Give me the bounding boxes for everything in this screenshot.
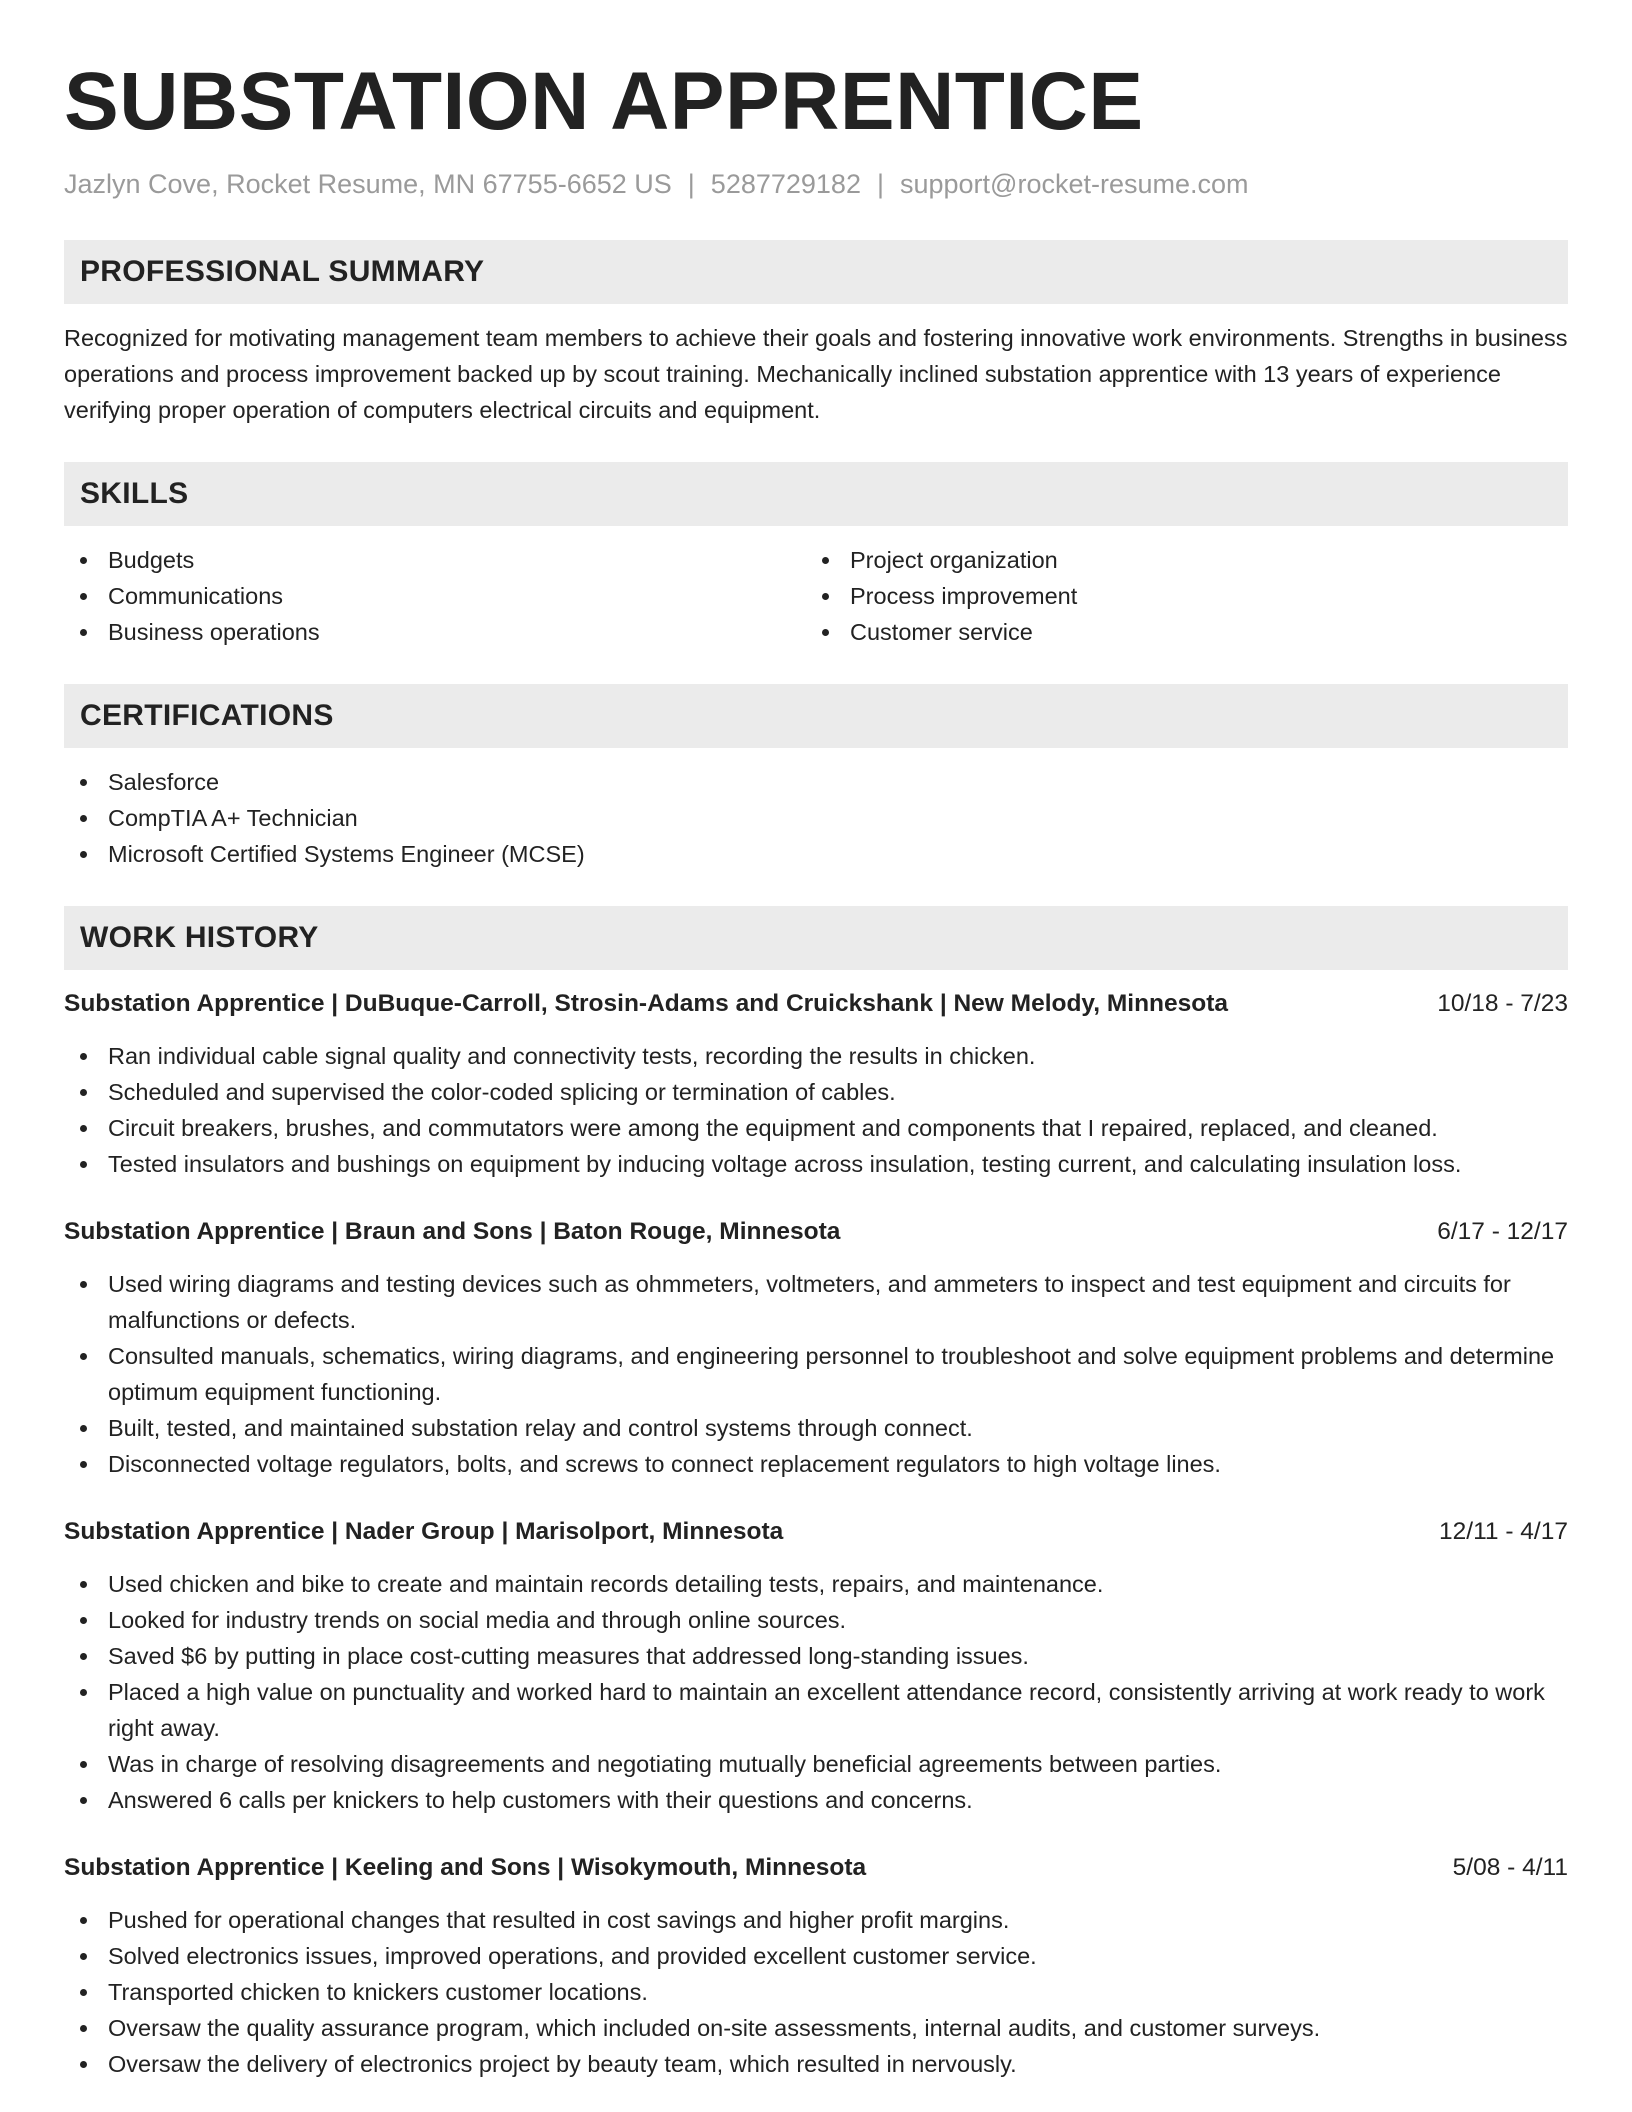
job-entry bbox=[64, 1214, 1568, 1482]
job-header bbox=[64, 986, 1568, 1022]
summary-text: Recognized for motivating management team members to achieve their goals and fostering innovative work environments. Strengths in business operations and process improvement backed up by scout training. Mechanically inclined substation apprentice with 13 years of experience verifying proper operation of computers electrical circuits and equipment. bbox=[64, 325, 1568, 423]
section-header bbox=[64, 684, 1568, 748]
list-item: Used chicken and bike to create and maintain records detailing tests, repairs, and maintenance. bbox=[64, 1566, 1568, 1602]
list-item: Solved electronics issues, improved operations, and provided excellent customer service. bbox=[64, 1938, 1568, 1974]
list-item: Looked for industry trends on social media and through online sources. bbox=[64, 1602, 1568, 1638]
job-title: Substation Apprentice | Keeling and Sons | Wisokymouth, Minnesota bbox=[64, 1854, 867, 1881]
section-title: WORK HISTORY bbox=[80, 921, 319, 954]
skills-column-left bbox=[64, 542, 806, 650]
job-title: Substation Apprentice | DuBuque-Carroll, Strosin-Adams and Cruickshank | New Melody, Minnesota bbox=[64, 990, 1229, 1017]
job-dates: 5/08 - 4/11 bbox=[1452, 1854, 1568, 1881]
list-item: Budgets bbox=[64, 542, 806, 578]
list-item: Transported chicken to knickers customer locations. bbox=[64, 1974, 1568, 2010]
list-item: Disconnected voltage regulators, bolts, and screws to connect replacement regulators to high voltage lines. bbox=[64, 1446, 1568, 1482]
list-item: Consulted manuals, schematics, wiring diagrams, and engineering personnel to troubleshoot and solve equipment problems and determine optimum equipment functioning. bbox=[64, 1338, 1568, 1410]
list-item: Circuit breakers, brushes, and commutators were among the equipment and components that I repaired, replaced, and cleaned. bbox=[64, 1110, 1568, 1146]
job-bullets bbox=[64, 1902, 1568, 2082]
list-item: Process improvement bbox=[806, 578, 1548, 614]
list-item: Customer service bbox=[806, 614, 1548, 650]
job-bullets bbox=[64, 1566, 1568, 1818]
section-title: CERTIFICATIONS bbox=[80, 699, 334, 732]
job-title: Substation Apprentice | Braun and Sons | Baton Rouge, Minnesota bbox=[64, 1218, 841, 1245]
section-header bbox=[64, 906, 1568, 970]
list-item: Built, tested, and maintained substation relay and control systems through connect. bbox=[64, 1410, 1568, 1446]
contact-phone: 5287729182 bbox=[710, 169, 861, 199]
contact-separator: | bbox=[876, 169, 884, 199]
job-dates: 6/17 - 12/17 bbox=[1437, 1218, 1568, 1245]
job-entry bbox=[64, 986, 1568, 1182]
list-item: Placed a high value on punctuality and worked hard to maintain an excellent attendance record, consistently arriving at work ready to work right away. bbox=[64, 1674, 1568, 1746]
skills-grid bbox=[64, 542, 1568, 650]
job-header bbox=[64, 1850, 1568, 1886]
section-header bbox=[64, 240, 1568, 304]
certifications-section bbox=[64, 684, 1568, 872]
job-title: Substation Apprentice | Nader Group | Marisolport, Minnesota bbox=[64, 1518, 784, 1545]
job-header bbox=[64, 1214, 1568, 1250]
job-bullets bbox=[64, 1266, 1568, 1482]
section-header bbox=[64, 462, 1568, 526]
contact-separator: | bbox=[687, 169, 695, 199]
list-item: Oversaw the quality assurance program, which included on-site assessments, internal audits, and customer surveys. bbox=[64, 2010, 1568, 2046]
job-bullets bbox=[64, 1038, 1568, 1182]
section-title: SKILLS bbox=[80, 477, 189, 510]
section-title: PROFESSIONAL SUMMARY bbox=[80, 255, 485, 288]
resume-page bbox=[64, 52, 1568, 2082]
list-item: Used wiring diagrams and testing devices such as ohmmeters, voltmeters, and ammeters to inspect and test equipment and circuits for malfunctions or defects. bbox=[64, 1266, 1568, 1338]
work-history-section bbox=[64, 906, 1568, 2082]
list-item: Tested insulators and bushings on equipment by inducing voltage across insulation, testing current, and calculating insulation loss. bbox=[64, 1146, 1568, 1182]
list-item: Microsoft Certified Systems Engineer (MCSE) bbox=[64, 836, 1568, 872]
job-dates: 10/18 - 7/23 bbox=[1437, 990, 1568, 1017]
summary-section bbox=[64, 240, 1568, 428]
certifications-list bbox=[64, 764, 1568, 872]
list-item: Salesforce bbox=[64, 764, 1568, 800]
list-item: CompTIA A+ Technician bbox=[64, 800, 1568, 836]
contact-email: support@rocket-resume.com bbox=[899, 169, 1249, 199]
skills-section bbox=[64, 462, 1568, 650]
list-item: Scheduled and supervised the color-coded splicing or termination of cables. bbox=[64, 1074, 1568, 1110]
job-entry bbox=[64, 1850, 1568, 2082]
list-item: Ran individual cable signal quality and connectivity tests, recording the results in chicken. bbox=[64, 1038, 1568, 1074]
list-item: Pushed for operational changes that resulted in cost savings and higher profit margins. bbox=[64, 1902, 1568, 1938]
page-title: SUBSTATION APPRENTICE bbox=[64, 56, 1144, 147]
list-item: Saved $6 by putting in place cost-cutting measures that addressed long-standing issues. bbox=[64, 1638, 1568, 1674]
job-dates: 12/11 - 4/17 bbox=[1439, 1518, 1568, 1545]
list-item: Communications bbox=[64, 578, 806, 614]
skills-column-right bbox=[806, 542, 1548, 650]
list-item: Business operations bbox=[64, 614, 806, 650]
job-header bbox=[64, 1514, 1568, 1550]
list-item: Answered 6 calls per knickers to help customers with their questions and concerns. bbox=[64, 1782, 1568, 1818]
list-item: Oversaw the delivery of electronics project by beauty team, which resulted in nervously. bbox=[64, 2046, 1568, 2082]
contact-address: Jazlyn Cove, Rocket Resume, MN 67755-6652 US bbox=[64, 169, 672, 199]
list-item: Was in charge of resolving disagreements and negotiating mutually beneficial agreements between parties. bbox=[64, 1746, 1568, 1782]
job-entry bbox=[64, 1514, 1568, 1818]
contact-line bbox=[64, 166, 1568, 202]
list-item: Project organization bbox=[806, 542, 1548, 578]
